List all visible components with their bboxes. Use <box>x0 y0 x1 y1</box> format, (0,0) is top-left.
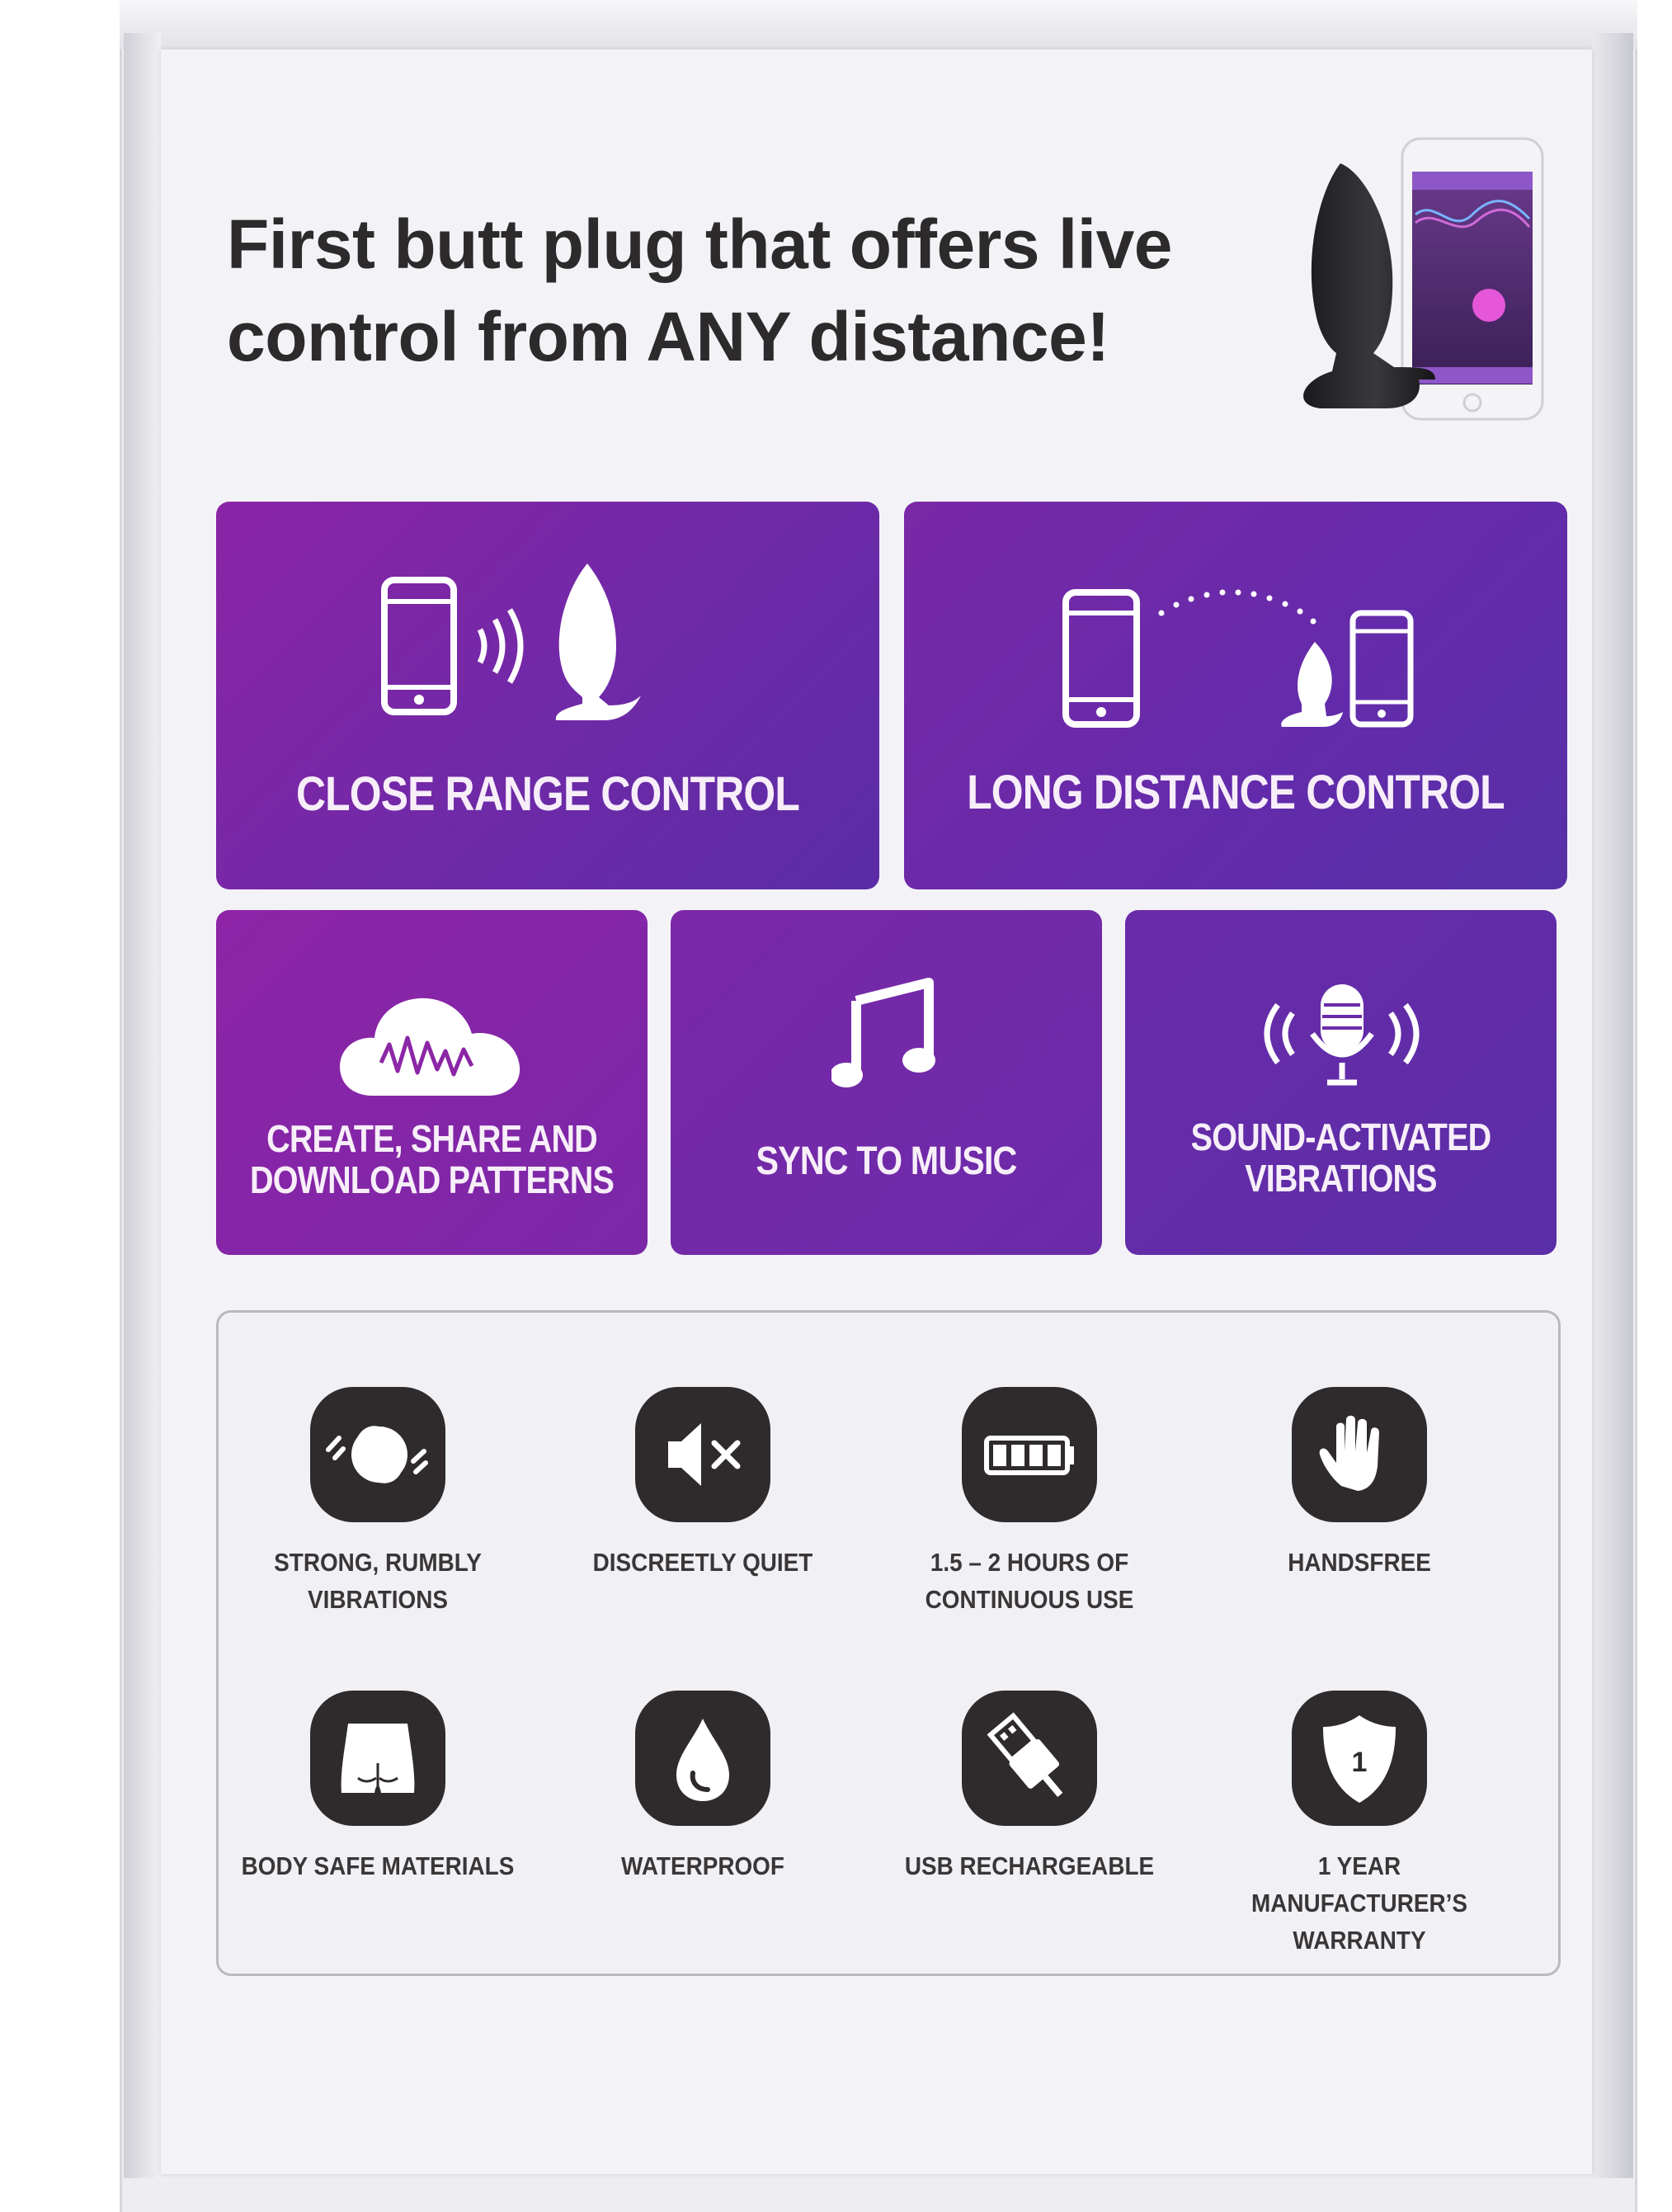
tile-label-create-share <box>247 1118 618 1200</box>
feature-label-line-1: STRONG, RUMBLY <box>274 1548 482 1577</box>
body-icon <box>310 1691 445 1826</box>
usb-icon <box>962 1691 1097 1826</box>
feature-handsfree <box>1194 1387 1524 1651</box>
feature-label-line-2: VIBRATIONS <box>307 1585 448 1614</box>
tile-label-sound-line-1: SOUND-ACTIVATED <box>1190 1115 1491 1158</box>
vibration-icon <box>310 1387 445 1522</box>
battery-icon <box>962 1387 1097 1522</box>
tile-label-create-line-2: DOWNLOAD PATTERNS <box>249 1158 615 1201</box>
feature-strong-vibrations <box>213 1387 543 1651</box>
feature-label <box>1211 1544 1508 1581</box>
feature-label-line-2: CONTINUOUS USE <box>925 1585 1134 1614</box>
feature-discreetly-quiet <box>538 1387 868 1651</box>
headline-line-1: First butt plug that offers live <box>227 205 1173 283</box>
box-inner-wall-left <box>124 33 161 2178</box>
tile-sync-to-music <box>671 910 1102 1255</box>
feature-warranty <box>1194 1691 1524 1955</box>
headline <box>227 198 1283 383</box>
feature-label <box>554 1847 851 1884</box>
feature-usb-rechargeable <box>864 1691 1194 1955</box>
product-image <box>1270 132 1584 446</box>
water-drop-icon <box>635 1691 770 1826</box>
tile-sound-activated <box>1125 910 1557 1255</box>
tile-long-distance-control <box>904 502 1567 889</box>
feature-label-line-1: WATERPROOF <box>621 1851 784 1880</box>
phone-waves-plug-icon <box>381 564 728 729</box>
tile-label-sound-activated <box>1156 1116 1527 1199</box>
feature-label-line-1: 1 YEAR MANUFACTURER’S <box>1251 1851 1467 1917</box>
shield-number: 1 <box>1351 1747 1368 1778</box>
tile-close-range-control <box>216 502 879 889</box>
tile-label-long-distance: LONG DISTANCE CONTROL <box>967 766 1505 819</box>
shield-warranty-icon <box>1292 1691 1427 1826</box>
hand-icon <box>1292 1387 1427 1522</box>
phone-dots-plug-phone-icon <box>1062 580 1425 737</box>
tile-label-create-line-1: CREATE, SHARE AND <box>266 1117 597 1160</box>
box-rim <box>120 0 1637 50</box>
feature-waterproof <box>538 1691 868 1955</box>
feature-label <box>881 1847 1178 1884</box>
box-inner-wall-right <box>1592 33 1633 2178</box>
feature-label <box>881 1544 1178 1618</box>
feature-label-line-1: USB RECHARGEABLE <box>904 1851 1155 1880</box>
tile-label-sync: SYNC TO MUSIC <box>756 1139 1017 1183</box>
headline-line-2: control from ANY distance! <box>227 298 1109 375</box>
feature-body-safe <box>213 1691 543 1955</box>
feature-label <box>229 1847 526 1884</box>
microphone-icon <box>1261 980 1422 1092</box>
features-panel <box>216 1310 1561 1976</box>
feature-label <box>229 1544 526 1618</box>
feature-label-line-1: BODY SAFE MATERIALS <box>241 1851 515 1880</box>
feature-label-line-1: 1.5 – 2 HOURS OF <box>930 1548 1129 1577</box>
feature-label-line-1: DISCREETLY QUIET <box>592 1548 813 1577</box>
tile-label-sound-line-2: VIBRATIONS <box>1245 1157 1437 1200</box>
tile-create-share-download <box>216 910 648 1255</box>
feature-label <box>1211 1847 1508 1959</box>
mute-speaker-icon <box>635 1387 770 1522</box>
music-note-icon <box>831 976 943 1092</box>
feature-label <box>554 1544 851 1581</box>
feature-label-line-1: HANDSFREE <box>1288 1548 1431 1577</box>
feature-label-line-2: WARRANTY <box>1293 1926 1426 1955</box>
tile-label-close-range: CLOSE RANGE CONTROL <box>296 767 799 821</box>
cloud-wave-icon <box>340 988 525 1100</box>
feature-continuous-use <box>864 1387 1194 1651</box>
